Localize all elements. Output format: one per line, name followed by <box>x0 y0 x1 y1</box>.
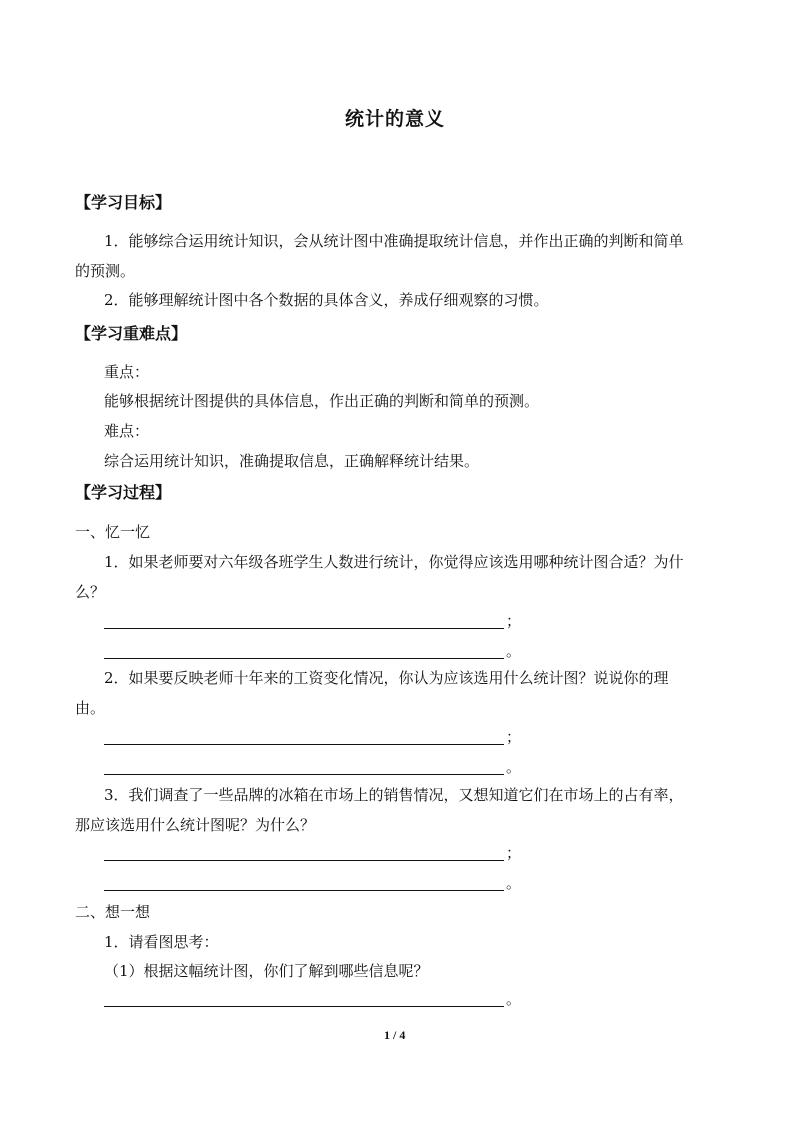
period: 。 <box>506 874 522 892</box>
answer-underline[interactable] <box>104 644 504 659</box>
period: 。 <box>506 990 522 1008</box>
answer-underline[interactable] <box>104 992 504 1007</box>
question-2-line-2: 由。 <box>75 699 106 717</box>
question-2-line-1: 2．如果要反映老师十年来的工资变化情况，你认为应该选用什么统计图？说说你的理 <box>104 669 669 687</box>
answer-underline[interactable] <box>104 760 504 775</box>
question-3-line-2: 那应该选用什么统计图呢？为什么？ <box>75 816 316 834</box>
answer-line-q2-b[interactable] <box>104 760 521 775</box>
key-point-label: 重点： <box>104 363 150 381</box>
answer-line-q3-b[interactable] <box>104 876 521 891</box>
difficulty-label: 难点： <box>104 422 150 440</box>
key-point-text: 能够根据统计图提供的具体信息，作出正确的判断和简单的预测。 <box>104 392 540 410</box>
question-1-line-1: 1．如果老师要对六年级各班学生人数进行统计，你觉得应该选用哪种统计图合适？为什 <box>104 553 684 571</box>
question-3-line-1: 3．我们调查了一些品牌的冰箱在市场上的销售情况，又想知道它们在市场上的占有率， <box>104 786 684 804</box>
part-2-question-1: 1．请看图思考： <box>104 933 219 951</box>
answer-underline[interactable] <box>104 876 504 891</box>
answer-line-q2-a[interactable] <box>104 730 521 745</box>
answer-line-q1-b[interactable] <box>104 644 521 659</box>
page-number: 1 / 4 <box>384 1028 406 1042</box>
semicolon: ； <box>506 844 522 862</box>
process-heading: 【学习过程】 <box>75 483 172 502</box>
period: 。 <box>506 758 522 776</box>
answer-line-part2-q1[interactable] <box>104 992 521 1007</box>
part-2-title: 二、想一想 <box>75 903 151 921</box>
semicolon: ； <box>506 612 522 630</box>
objective-1-line-1: 1．能够综合运用统计知识，会从统计图中准确提取统计信息，并作出正确的判断和简单 <box>104 232 684 250</box>
semicolon: ； <box>506 728 522 746</box>
difficulty-text: 综合运用统计知识，准确提取信息，正确解释统计结果。 <box>104 452 480 470</box>
answer-underline[interactable] <box>104 846 504 861</box>
page-title: 统计的意义 <box>345 108 446 130</box>
answer-underline[interactable] <box>104 730 504 745</box>
period: 。 <box>506 642 522 660</box>
answer-line-q3-a[interactable] <box>104 846 521 861</box>
answer-line-q1-a[interactable] <box>104 614 521 629</box>
part-1-title: 一、忆一忆 <box>75 523 151 541</box>
answer-underline[interactable] <box>104 614 504 629</box>
objectives-heading: 【学习目标】 <box>75 193 172 212</box>
key-points-heading: 【学习重难点】 <box>75 324 188 343</box>
part-2-question-1-sub-1: （1）根据这幅统计图，你们了解到哪些信息呢？ <box>104 962 429 980</box>
question-1-line-2: 么？ <box>75 583 106 601</box>
objective-1-line-2: 的预测。 <box>75 262 136 280</box>
objective-2: 2．能够理解统计图中各个数据的具体含义，养成仔细观察的习惯。 <box>104 291 549 309</box>
